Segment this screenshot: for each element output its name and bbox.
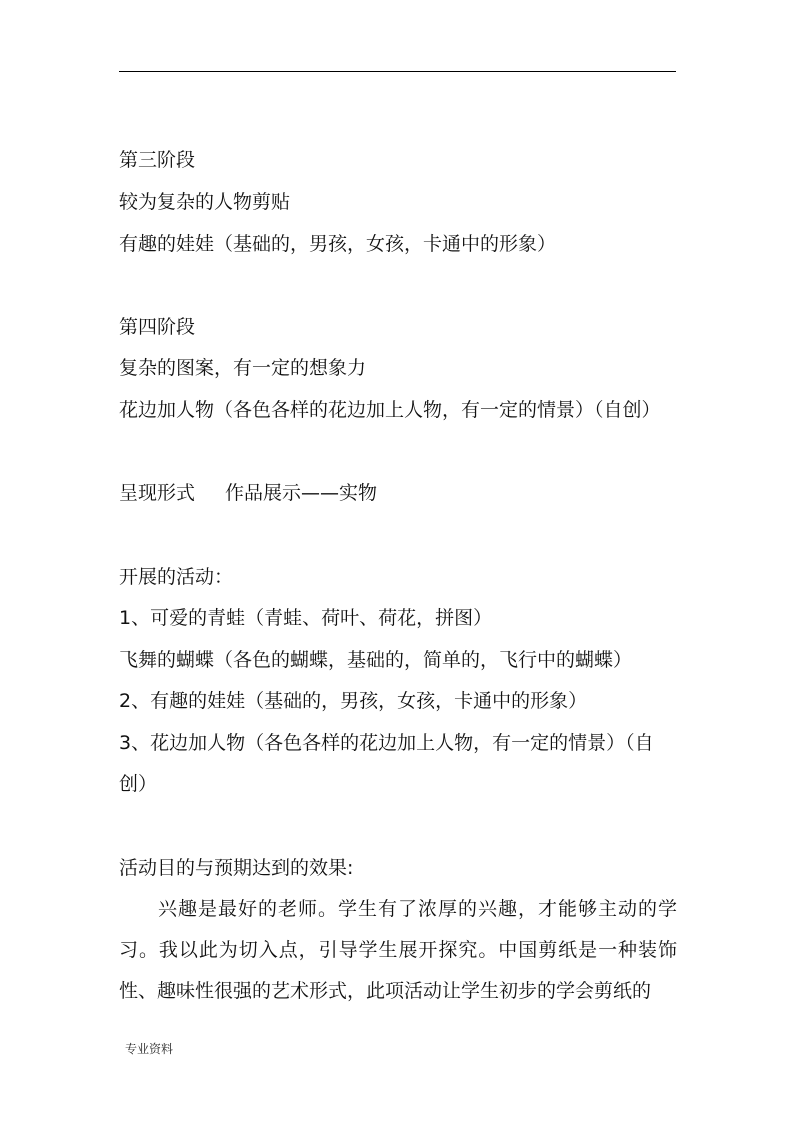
activity-item: 3、花边加人物（各色各样的花边加上人物，有一定的情景）（自 [119, 732, 654, 754]
presentation-value: 作品展示——实物 [225, 482, 378, 504]
stage4-description: 复杂的图案，有一定的想象力 [119, 357, 367, 379]
stage4-content: 花边加人物（各色各样的花边加上人物，有一定的情景）（自创） [119, 399, 661, 421]
goals-paragraph [119, 889, 677, 1012]
activity-item: 飞舞的蝴蝶（各色的蝴蝶，基础的，简单的，飞行中的蝴蝶） [119, 649, 633, 671]
activity-item: 2、有趣的娃娃（基础的，男孩，女孩，卡通中的形象） [119, 690, 588, 712]
stage4-heading: 第四阶段 [119, 316, 196, 338]
activities-heading: 开展的活动： [119, 566, 234, 588]
presentation-line [119, 481, 679, 505]
stage3-content: 有趣的娃娃（基础的，男孩，女孩，卡通中的形象） [119, 233, 557, 255]
activity-item: 1、可爱的青蛙（青蛙、荷叶、荷花，拼图） [119, 607, 493, 629]
activity-item-continuation: 创） [119, 773, 158, 795]
stage3-heading: 第三阶段 [119, 149, 196, 171]
header-rule [119, 71, 676, 72]
stage3-description: 较为复杂的人物剪贴 [119, 191, 291, 213]
footer-label: 专业资料 [125, 1042, 174, 1056]
presentation-label: 呈现形式 [119, 482, 196, 504]
goals-heading: 活动目的与预期达到的效果: [119, 857, 354, 879]
goals-paragraph-text: 兴趣是最好的老师。学生有了浓厚的兴趣，才能够主动的学习。我以此为切入点，引导学生展开探究。中国剪纸是一种装饰性、趣味性很强的艺术形式，此项活动让学生初步的学会剪纸的 [119, 898, 677, 1002]
